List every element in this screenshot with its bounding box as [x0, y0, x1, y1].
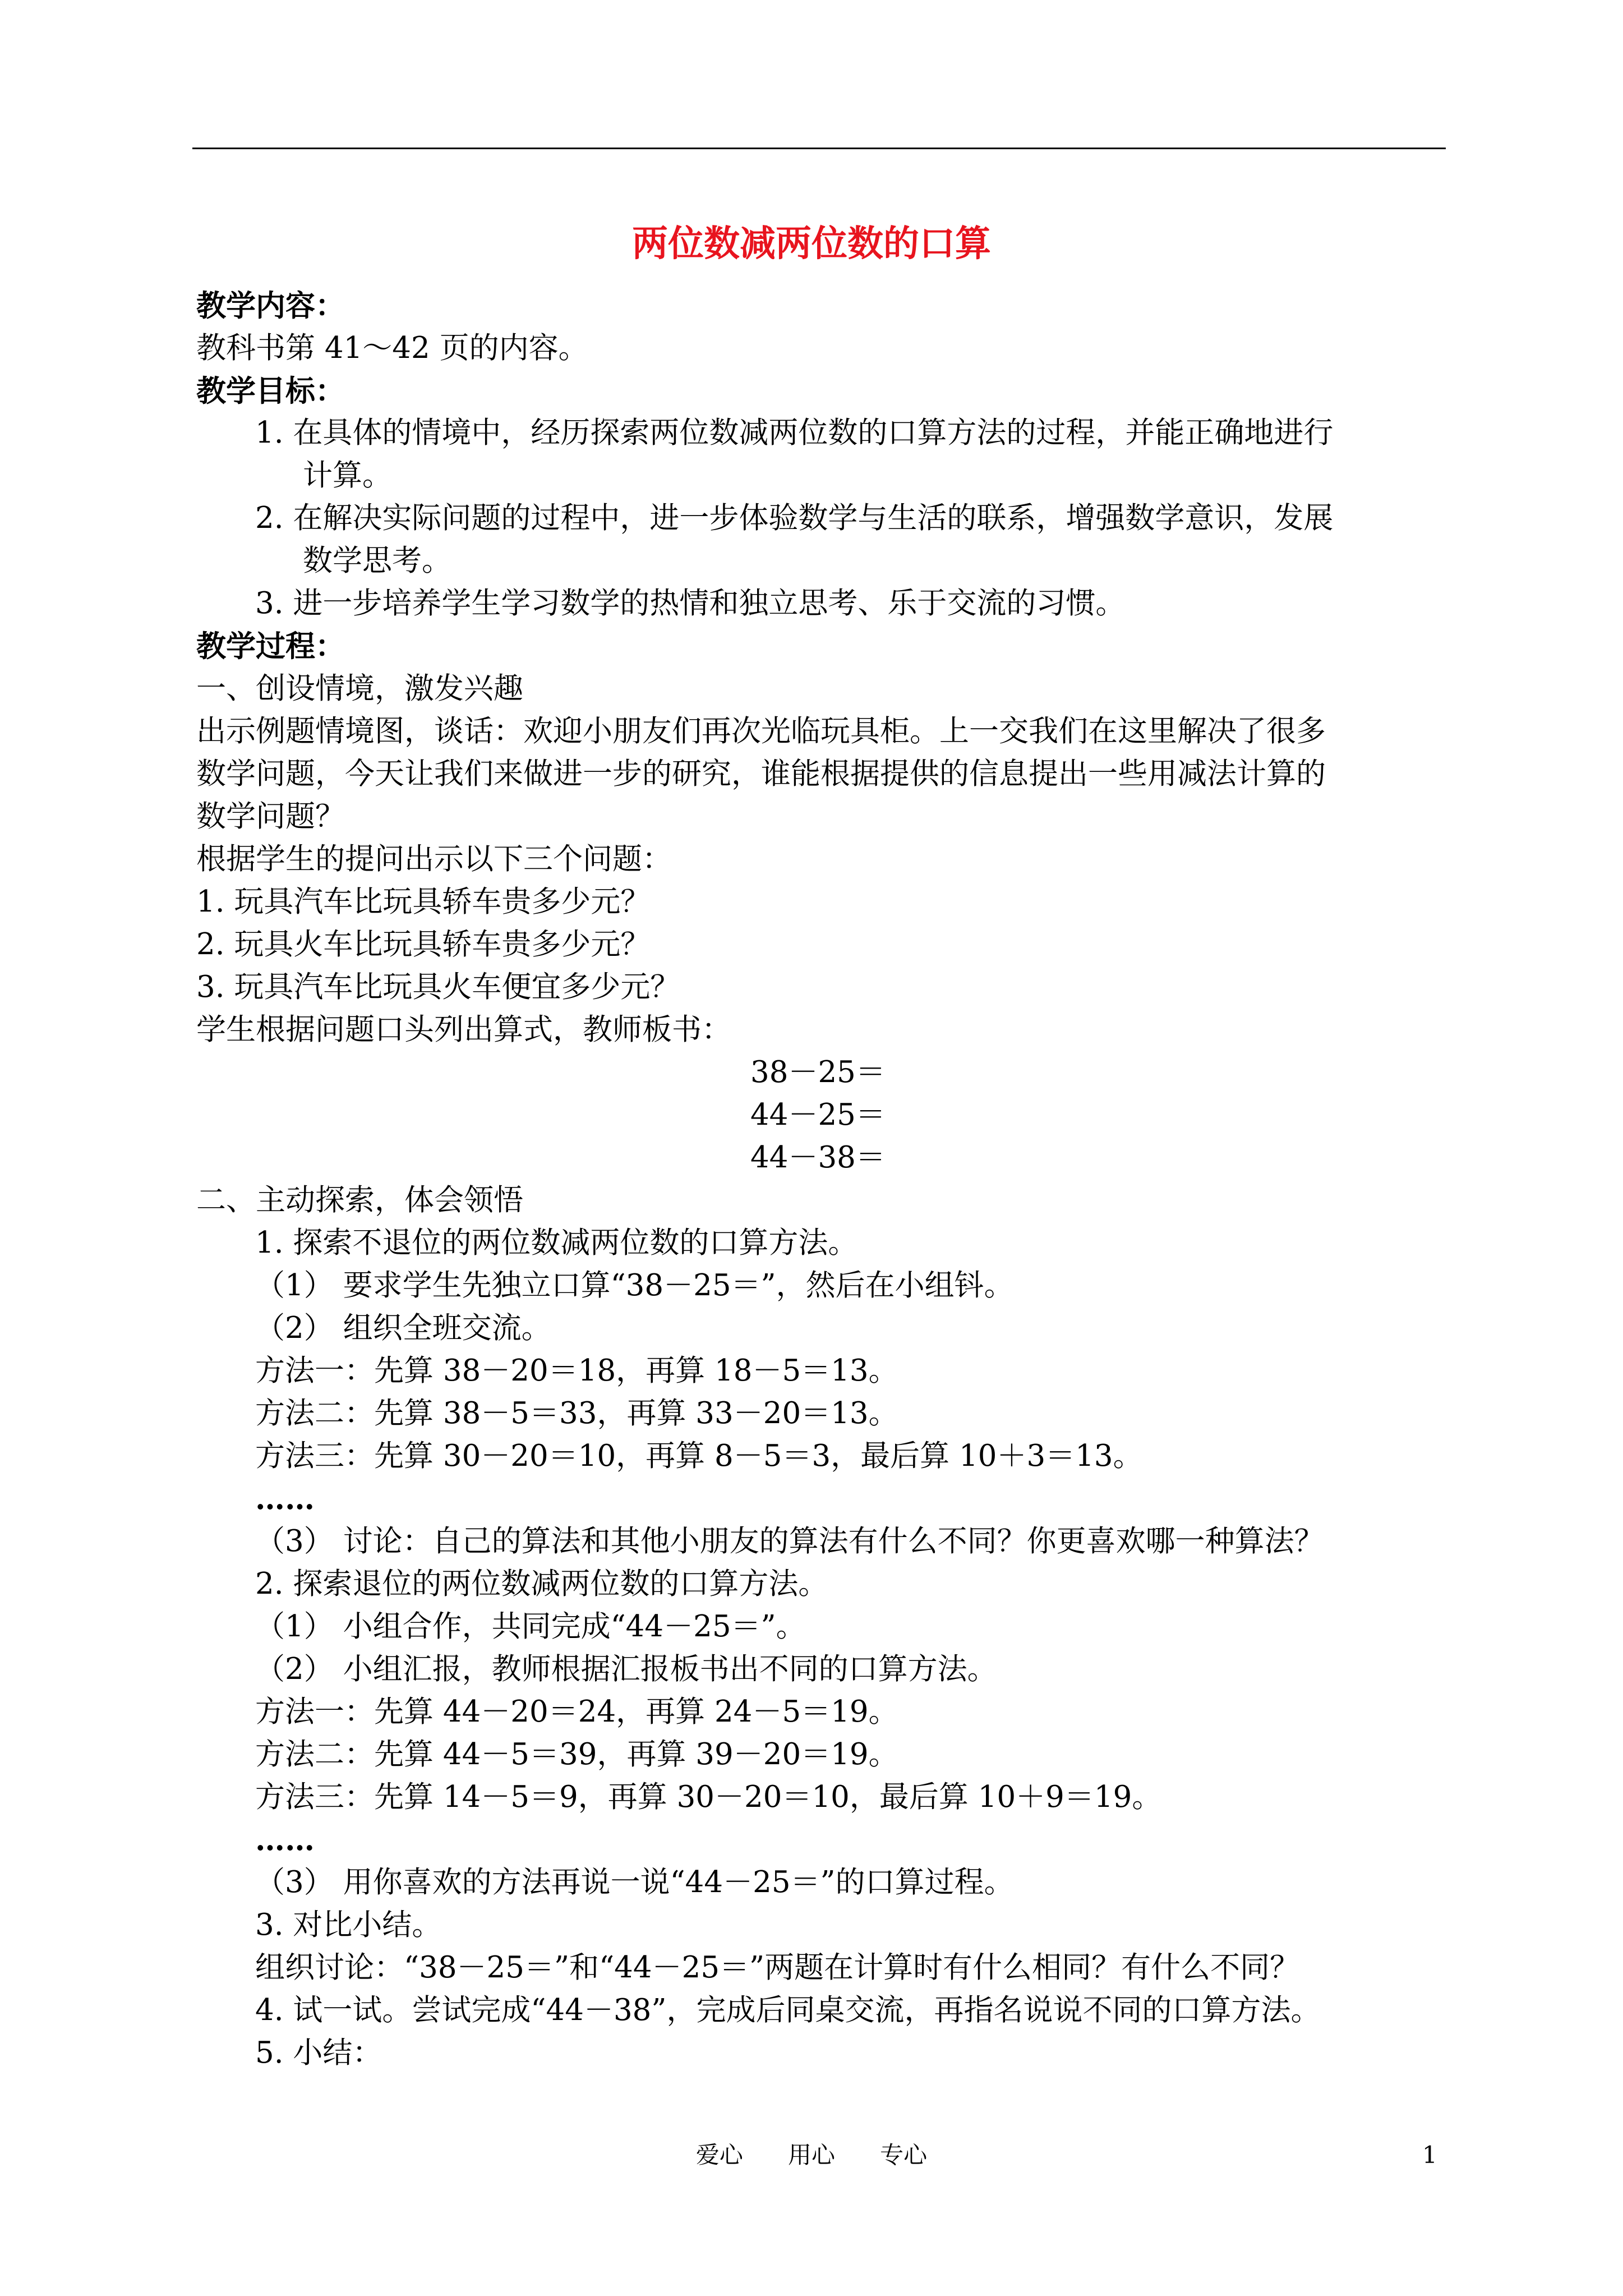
subsection-heading: 二、主动探索，体会领悟 [196, 1183, 523, 1217]
list-item: 2. 探索退位的两位数减两位数的口算方法。 [255, 1567, 828, 1601]
question-item: 3. 玩具汽车比玩具火车便宜多少元？ [196, 970, 680, 1004]
text-line: 学生根据问题口头列出算式，教师板书： [196, 1013, 731, 1047]
equation: 38－25＝ [750, 1055, 886, 1089]
section-heading: 教学过程： [196, 629, 345, 664]
method-line: 方法三：先算 30－20＝10，再算 8－5＝3，最后算 10＋3＝13。 [255, 1439, 1143, 1473]
list-item: 3. 进一步培养学生学习数学的热情和独立思考、乐于交流的习惯。 [255, 586, 1126, 620]
list-item: 5. 小结： [255, 2036, 382, 2070]
list-item: 3. 对比小结。 [255, 1908, 442, 1942]
document-title: 两位数减两位数的口算 [632, 223, 991, 265]
list-item: 1. 探索不退位的两位数减两位数的口算方法。 [255, 1226, 858, 1260]
section-heading: 教学内容： [196, 288, 345, 323]
method-line: 方法二：先算 38－5＝33，再算 33－20＝13。 [255, 1396, 898, 1430]
footer-motto: 爱心 用心 专心 [695, 2141, 928, 2169]
ellipsis: …… [255, 1823, 315, 1857]
text-line: 组织讨论：“38－25＝”和“44－25＝”两题在计算时有什么相同？有什么不同？ [255, 1950, 1300, 1985]
header-rule [192, 148, 1446, 149]
text-line: 出示例题情境图，谈话：欢迎小朋友们再次光临玩具柜。上一交我们在这里解决了很多 [196, 714, 1326, 748]
equation: 44－38＝ [750, 1140, 886, 1175]
equation: 44－25＝ [750, 1098, 886, 1132]
method-line: 方法三：先算 14－5＝9，再算 30－20＝10，最后算 10＋9＝19。 [255, 1780, 1162, 1814]
method-line: 方法一：先算 44－20＝24，再算 24－5＝19。 [255, 1695, 898, 1729]
sub-item: （2） 小组汇报，教师根据汇报板书出不同的口算方法。 [255, 1652, 997, 1686]
text-line: 根据学生的提问出示以下三个问题： [196, 842, 672, 876]
list-item: 1. 在具体的情境中，经历探索两位数减两位数的口算方法的过程，并能正确地进行 [255, 416, 1334, 450]
method-line: 方法一：先算 38－20＝18，再算 18－5＝13。 [255, 1354, 898, 1388]
list-item: 4. 试一试。尝试完成“44－38”，完成后同桌交流，再指名说说不同的口算方法。 [255, 1993, 1321, 2027]
list-item-continuation: 数学思考。 [303, 544, 451, 578]
question-item: 2. 玩具火车比玩具轿车贵多少元？ [196, 927, 651, 961]
sub-item: （3） 讨论：自己的算法和其他小朋友的算法有什么不同？你更喜欢哪一种算法？ [255, 1524, 1324, 1558]
subsection-heading: 一、创设情境，激发兴趣 [196, 671, 523, 706]
section-heading: 教学目标： [196, 374, 345, 408]
page-number: 1 [1422, 2141, 1437, 2169]
text-line: 数学问题，今天让我们来做进一步的研究，谁能根据提供的信息提出一些用减法计算的 [196, 757, 1326, 791]
list-item-continuation: 计算。 [303, 458, 392, 493]
list-item: 2. 在解决实际问题的过程中，进一步体验数学与生活的联系，增强数学意识，发展 [255, 501, 1334, 535]
method-line: 方法二：先算 44－5＝39，再算 39－20＝19。 [255, 1737, 898, 1772]
sub-item: （2） 组织全班交流。 [255, 1311, 551, 1345]
question-item: 1. 玩具汽车比玩具轿车贵多少元？ [196, 885, 651, 919]
sub-item: （3） 用你喜欢的方法再说一说“44－25＝”的口算过程。 [255, 1865, 1014, 1899]
text-line: 数学问题？ [196, 799, 345, 834]
text-line: 教科书第 41～42 页的内容。 [196, 331, 588, 365]
sub-item: （1） 小组合作，共同完成“44－25＝”。 [255, 1609, 806, 1644]
sub-item: （1） 要求学生先独立口算“38－25＝”，然后在小组钭。 [255, 1268, 1014, 1303]
ellipsis: …… [255, 1481, 315, 1516]
